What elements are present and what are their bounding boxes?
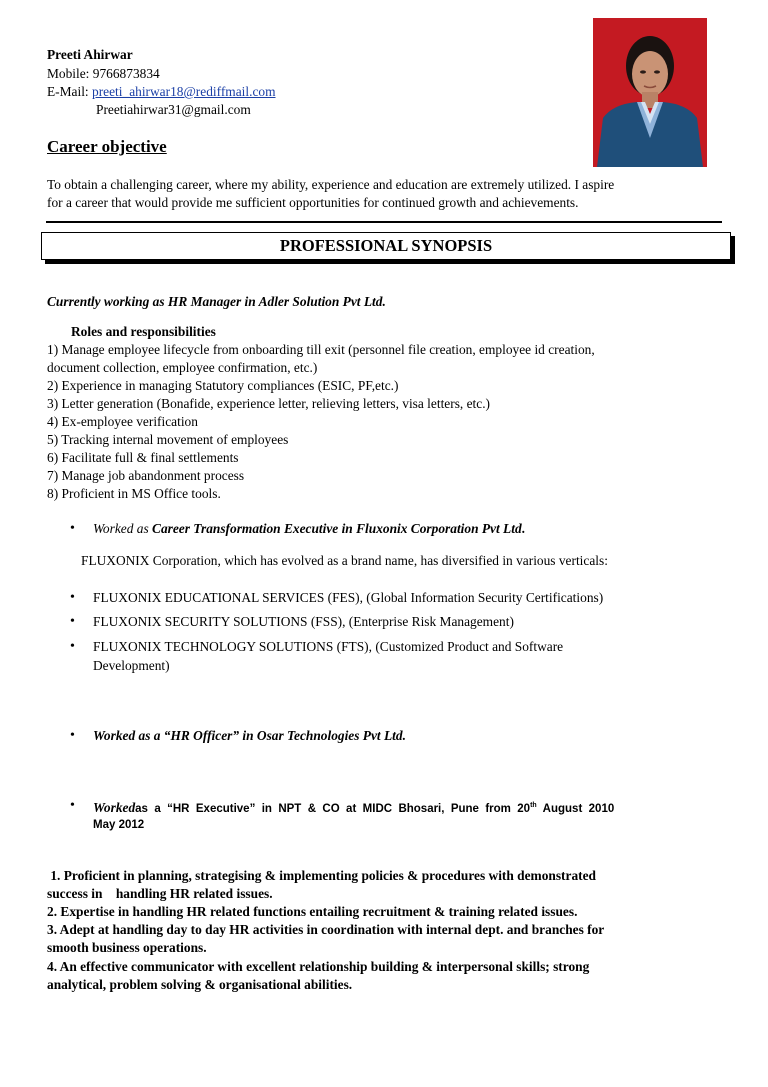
npt-role bbox=[93, 797, 723, 818]
email-line bbox=[47, 83, 276, 101]
person-portrait-icon bbox=[593, 18, 707, 167]
npt-worked: Worked bbox=[93, 800, 136, 815]
vertical-item: FLUXONIX TECHNOLOGY SOLUTIONS (FTS), (Customized Product and Software bbox=[93, 639, 564, 654]
fluxonix-prefix: Worked as bbox=[93, 521, 153, 536]
bullet-icon: • bbox=[70, 728, 75, 743]
npt-ordinal: th bbox=[530, 802, 537, 809]
fluxonix-role-title: Career Transformation Executive in Fluxonix Corporation Pvt Ltd bbox=[152, 521, 522, 536]
mobile-line bbox=[47, 65, 160, 83]
role-item: 1) Manage employee lifecycle from onboarding till exit (personnel file creation, employee id creation, bbox=[47, 342, 595, 357]
role-item: 7) Manage job abandonment process bbox=[47, 468, 245, 483]
fluxonix-intro: FLUXONIX Corporation, which has evolved as a brand name, has diversified in various verticals: bbox=[81, 553, 608, 568]
mobile-label: Mobile: bbox=[47, 66, 90, 81]
objective-line-2: for a career that would provide me sufficient opportunities for continued growth and achievements. bbox=[47, 195, 579, 210]
professional-synopsis-banner: PROFESSIONAL SYNOPSIS bbox=[41, 232, 731, 260]
profile-photo bbox=[593, 18, 707, 167]
npt-role-text: as a “HR Executive” in NPT & CO at MIDC Bhosari, Pune from 20 bbox=[135, 803, 531, 815]
roles-heading: Roles and responsibilities bbox=[71, 324, 216, 339]
vertical-item-continued: Development) bbox=[93, 658, 170, 673]
role-item: 6) Facilitate full & final settlements bbox=[47, 450, 239, 465]
candidate-name: Preeti Ahirwar bbox=[47, 47, 133, 62]
achievement-line: 1. Proficient in planning, strategising & implementing policies & procedures with demonstrated bbox=[47, 868, 597, 883]
npt-date-end: May 2012 bbox=[93, 819, 145, 831]
career-objective-heading: Career objective bbox=[47, 137, 167, 156]
mobile-number: 9766873834 bbox=[92, 66, 160, 81]
bullet-icon: • bbox=[70, 614, 75, 629]
vertical-item: FLUXONIX EDUCATIONAL SERVICES (FES), (Global Information Security Certifications) bbox=[93, 590, 604, 605]
osar-role: Worked as a “HR Officer” in Osar Technologies Pvt Ltd. bbox=[93, 728, 406, 743]
fluxonix-suffix: . bbox=[521, 521, 526, 536]
role-item: 3) Letter generation (Bonafide, experience letter, relieving letters, visa letters, etc.) bbox=[47, 396, 491, 411]
role-item: document collection, employee confirmation, etc.) bbox=[47, 360, 318, 375]
bullet-icon: • bbox=[70, 798, 75, 813]
role-item: 5) Tracking internal movement of employees bbox=[47, 432, 289, 447]
email-primary-link[interactable]: preeti_ahirwar18@rediffmail.com bbox=[92, 84, 276, 99]
vertical-item: FLUXONIX SECURITY SOLUTIONS (FSS), (Enterprise Risk Management) bbox=[93, 614, 514, 629]
role-item: 8) Proficient in MS Office tools. bbox=[47, 486, 221, 501]
email-label: E-Mail: bbox=[47, 84, 89, 99]
achievement-line: 4. An effective communicator with excellent relationship building & interpersonal skills; strong bbox=[47, 959, 590, 974]
achievement-line: analytical, problem solving & organisational abilities. bbox=[47, 977, 353, 992]
current-role: Currently working as HR Manager in Adler Solution Pvt Ltd. bbox=[47, 294, 386, 309]
email-secondary: Preetiahirwar31@gmail.com bbox=[96, 102, 251, 117]
divider-top bbox=[46, 221, 722, 223]
npt-date-start: August 2010 bbox=[536, 803, 615, 815]
achievement-line: 3. Adept at handling day to day HR activities in coordination with internal dept. and branches for bbox=[47, 922, 605, 937]
achievement-line: success in handling HR related issues. bbox=[47, 886, 273, 901]
fluxonix-role bbox=[93, 520, 525, 538]
bullet-icon: • bbox=[70, 521, 75, 536]
role-item: 2) Experience in managing Statutory compliances (ESIC, PF,etc.) bbox=[47, 378, 399, 393]
bullet-icon: • bbox=[70, 639, 75, 654]
role-item: 4) Ex-employee verification bbox=[47, 414, 198, 429]
objective-line-1: To obtain a challenging career, where my ability, experience and education are extremely utilized. I aspire bbox=[47, 177, 615, 192]
achievement-line: 2. Expertise in handling HR related functions entailing recruitment & training related issues. bbox=[47, 904, 578, 919]
bullet-icon: • bbox=[70, 590, 75, 605]
achievement-line: smooth business operations. bbox=[47, 940, 207, 955]
